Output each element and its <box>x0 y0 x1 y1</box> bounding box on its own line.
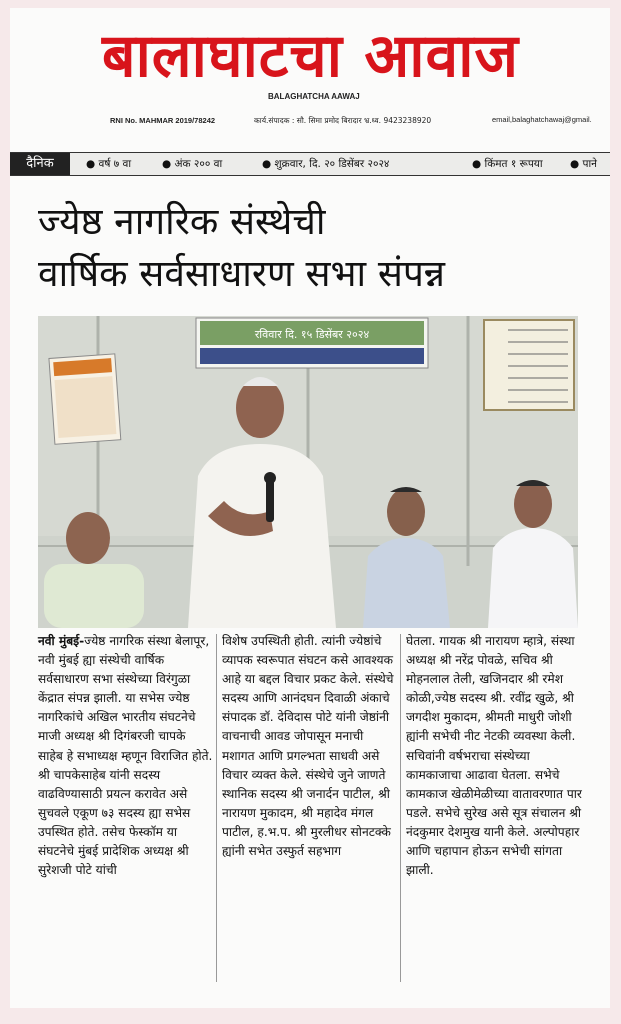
column-divider <box>400 634 401 982</box>
issue-date: ● शुक्रवार, दि. २० डिसेंबर २०२४ <box>262 158 390 170</box>
headline-line-2: वार्षिक सर्वसाधारण सभा संपन्न <box>38 252 445 295</box>
newspaper-title: बालाघाटचा आवाज <box>101 21 520 91</box>
notice-board <box>484 320 574 410</box>
page-count: ● पाने <box>570 158 598 170</box>
article-column-3: घेतला. गायक श्री नारायण म्हात्रे, संस्था अध्यक्ष श्री नरेंद्र पोवळे, सचिव श्री मोहनलाल तेली, खजिनदार श्री रमेश कोळी,ज्येष्ठ सदस्य श्री. रवींद्र खुळे, श्री जगदीश मुकादम, श्रीमती माधुरी जोशी ह्यांनी सभेची नीट नेटकी व्यवस्था केली. सचिवांनी वर्षभराचा संस्थेच्या कामकाजाचा आढावा घेतला. सभेचे कामकाज खेळीमेळीच्या वातावरणात पार पडले. सभेचे सुरेख असे सूत्र संचालन श्री नंदकुमार देशमुख यानी केले. अल्पोपहार आणि चहापान होऊन सभेची सांगता झाली. <box>406 634 582 878</box>
issue-number: ● अंक २०० वा <box>162 158 223 170</box>
banner-text: रविवार दि. १५ डिसेंबर २०२४ <box>254 328 370 341</box>
newspaper-subtitle: BALAGHATCHA AAWAJ <box>268 92 360 101</box>
daily-label: दैनिक <box>10 153 70 175</box>
headline-line-1: ज्येष्ठ नागरिक संस्थेची <box>38 200 326 243</box>
article-headline <box>38 196 598 300</box>
rni-number: RNI No. MAHMAR 2019/78242 <box>110 116 216 125</box>
volume-year: ● वर्ष ७ वा <box>86 158 132 170</box>
meeting-banner <box>196 318 428 368</box>
masthead <box>10 10 610 150</box>
issue-info-strip <box>10 152 610 176</box>
email-address: email,balaghatchawaj@gmail. <box>492 115 592 124</box>
price: ● किंमत १ रूपया <box>472 158 543 170</box>
article-photo <box>38 316 578 628</box>
article-column-2: विशेष उपस्थिती होती. त्यांनी ज्येष्ठांचे व्यापक स्वरूपात संघटन कसे आवश्यक आहे या बद्दल विचार प्रकट केले. संस्थेचे सदस्य आणि आनंदघन दिवाळी अंकाचे संपादक डॉ. देविदास पोटे यांनी जेष्ठांनी वाचनाची आवड जोपासून मनाची मशागत आणि प्रगल्भता साधवी असे विचार व्यक्त केले. संस्थेचे जुने जाणते स्थानिक सदस्य श्री जनार्दन पाटील, श्री नारायण मुकादम, श्री महादेव मंगल पाटील, ह.भ.प. श्री मुरलीधर सोनटक्के ह्यांनी सभेत उस्फुर्त सहभाग <box>222 634 394 859</box>
column-1-text: ज्येष्ठ नागरिक संस्था बेलापूर, नवी मुंबई ह्या संस्थेची वार्षिक सर्वसाधारण सभा संस्थेच्या विरंगुळा केंद्रात संपन्न झाली. या सभेस ज्येष्ठ नागरिकांचे अखिल भारतीय संघटनेचे माजी अध्यक्ष श्री दिगंबरजी चापके साहेब हे सभाध्यक्ष म्हणून विराजित होते. श्री चापकेसाहेब यांनी सदस्य वाढविण्यासाठी प्रयत्न करावेत असे सुचवले एकूण ७३ सदस्य ह्या सभेस उपस्थित होते. तसेच फेस्कॉम या संघटनेचे मुंबई प्रादेशिक अध्यक्ष श्री सुरेशजी पोटे यांची <box>38 634 213 878</box>
dateline: नवी मुंबई- <box>38 634 85 648</box>
article-column-1 <box>38 632 214 880</box>
wall-calendar <box>49 354 121 444</box>
column-divider <box>216 634 217 982</box>
editor-info: कार्य.संपादक : सौ. सिमा प्रमोद बिरादार भ्र.ध्व. 9423238920 <box>254 116 432 125</box>
